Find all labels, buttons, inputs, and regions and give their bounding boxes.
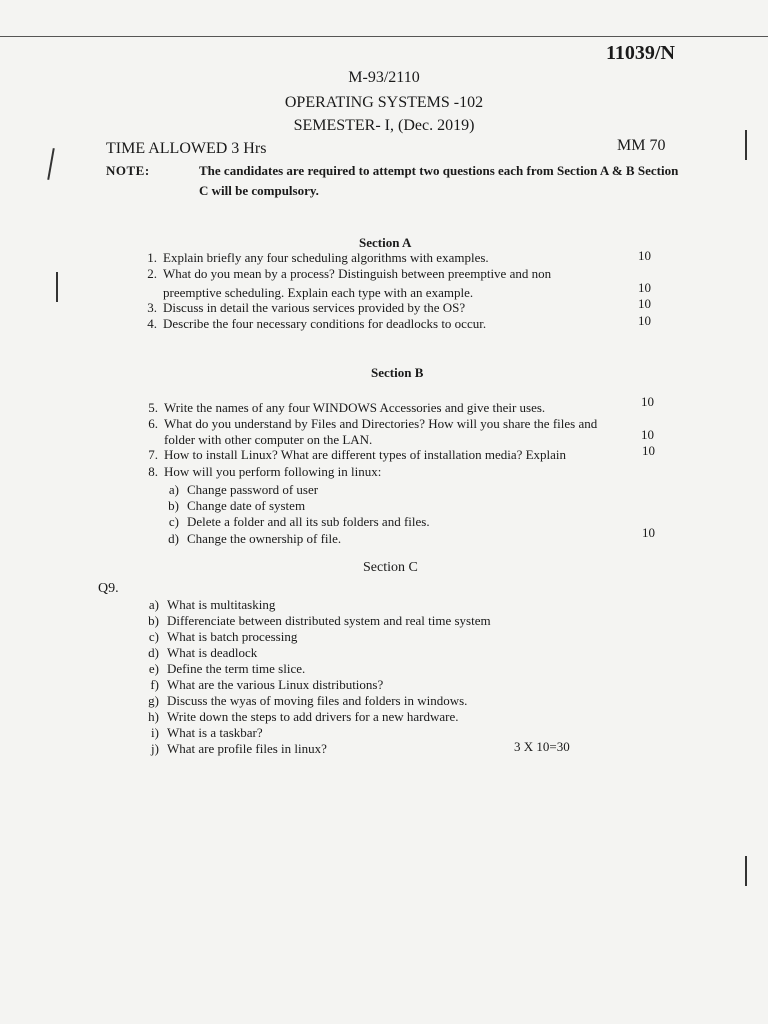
subpart-label: a): [168, 482, 179, 497]
question-3-marks: 10: [638, 296, 651, 311]
subpart-text: Change date of system: [187, 498, 306, 513]
q9-part-b: [143, 613, 491, 629]
question-3: [135, 300, 465, 316]
q9-part-j: [143, 741, 327, 757]
question-text: Explain briefly any four scheduling algorithms with examples.: [163, 250, 489, 265]
paper-code: 11039/N: [606, 42, 675, 64]
subpart-label: c): [168, 514, 179, 529]
q9-part-h: [143, 709, 459, 725]
margin-mark: [745, 130, 747, 160]
q8-subpart-c: [163, 514, 430, 530]
part-label: c): [148, 629, 159, 644]
subject-title: OPERATING SYSTEMS -102: [284, 94, 484, 111]
question-5-marks: 10: [641, 394, 654, 409]
part-label: d): [148, 645, 159, 660]
question-9-label: Q9.: [98, 581, 119, 596]
part-label: e): [148, 661, 159, 676]
max-marks: MM 70: [617, 137, 666, 154]
question-number: 6.: [148, 416, 158, 431]
question-number: 2.: [147, 266, 157, 281]
question-text: Write the names of any four WINDOWS Accessories and give their uses.: [164, 400, 546, 415]
q9-part-f: [143, 677, 383, 693]
q9-part-d: [143, 645, 257, 661]
question-2-marks: 10: [638, 280, 651, 295]
part-label: j): [151, 741, 159, 756]
question-5: [136, 400, 545, 416]
part-text: Write down the steps to add drivers for a new hardware.: [167, 709, 459, 724]
note-text: The candidates are required to attempt two questions each from Section A & B Section C will be compulsory.: [199, 163, 679, 198]
part-text: What is deadlock: [167, 645, 258, 660]
part-text: Define the term time slice.: [167, 661, 306, 676]
section-c-marks: 3 X 10=30: [514, 739, 570, 754]
question-4-marks: 10: [638, 313, 651, 328]
q9-part-i: [143, 725, 263, 741]
semester-line: SEMESTER- I, (Dec. 2019): [293, 117, 475, 134]
subpart-label: b): [168, 498, 179, 513]
q9-part-e: [143, 661, 305, 677]
question-number: 7.: [148, 447, 158, 462]
course-code: M-93/2110: [348, 69, 420, 86]
question-6: [136, 416, 597, 432]
part-text: Differenciate between distributed system and real time system: [167, 613, 491, 628]
section-b-title: Section B: [371, 365, 424, 380]
header-rule: [0, 36, 768, 37]
question-text: Discuss in detail the various services provided by the OS?: [163, 300, 466, 315]
question-7: [136, 447, 566, 463]
part-label: f): [150, 677, 159, 692]
question-text: How will you perform following in linux:: [164, 464, 382, 479]
part-label: g): [148, 693, 159, 708]
section-c-title: Section C: [363, 560, 418, 575]
question-number: 4.: [147, 316, 157, 331]
question-number: 1.: [147, 250, 157, 265]
part-text: What is batch processing: [167, 629, 298, 644]
q9-part-c: [143, 629, 297, 645]
subpart-label: d): [168, 531, 179, 546]
question-2: [135, 266, 551, 282]
q8-subpart-b: [163, 498, 305, 514]
question-text: What do you understand by Files and Directories? How will you share the files and: [164, 416, 598, 431]
question-1: [135, 250, 489, 266]
question-6-continued: folder with other computer on the LAN.: [164, 432, 373, 447]
part-label: a): [148, 597, 159, 612]
question-8: [136, 464, 381, 480]
q8-subpart-a: [163, 482, 318, 498]
part-text: What is a taskbar?: [167, 725, 263, 740]
part-label: h): [148, 709, 159, 724]
question-1-marks: 10: [638, 248, 651, 263]
note-label: NOTE:: [106, 163, 150, 178]
part-label: b): [148, 613, 159, 628]
q9-part-a: [143, 597, 275, 613]
question-4: [135, 316, 486, 332]
section-a-title: Section A: [359, 235, 412, 250]
question-8-marks: 10: [642, 525, 655, 540]
question-text: Describe the four necessary conditions for deadlocks to occur.: [163, 316, 487, 331]
question-text: How to install Linux? What are different types of installation media? Explain: [164, 447, 567, 462]
part-text: What are the various Linux distributions?: [167, 677, 384, 692]
subpart-text: Change password of user: [187, 482, 319, 497]
q9-part-g: [143, 693, 467, 709]
question-6-marks: 10: [641, 427, 654, 442]
part-text: What is multitasking: [167, 597, 276, 612]
question-number: 5.: [148, 400, 158, 415]
subpart-text: Change the ownership of file.: [187, 531, 342, 546]
question-number: 3.: [147, 300, 157, 315]
part-text: What are profile files in linux?: [167, 741, 327, 756]
question-number: 8.: [148, 464, 158, 479]
margin-mark: [56, 272, 58, 302]
time-allowed: TIME ALLOWED 3 Hrs: [106, 140, 267, 157]
part-label: i): [151, 725, 159, 740]
part-text: Discuss the wyas of moving files and folders in windows.: [167, 693, 468, 708]
margin-mark: [745, 856, 747, 886]
question-text: What do you mean by a process? Distinguish between preemptive and non: [163, 266, 552, 281]
question-7-marks: 10: [642, 443, 655, 458]
subpart-text: Delete a folder and all its sub folders and files.: [187, 514, 430, 529]
margin-mark: [47, 148, 55, 180]
question-2-continued: preemptive scheduling. Explain each type with an example.: [163, 285, 474, 300]
q8-subpart-d: [163, 531, 341, 547]
